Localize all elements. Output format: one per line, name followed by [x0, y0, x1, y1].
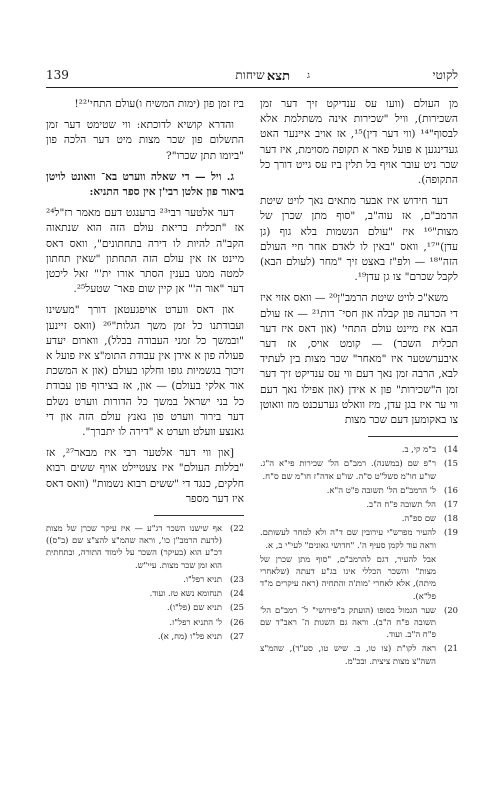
right-column — [260, 97, 458, 669]
footnote: 27) תניא פל"ו (מח, א). — [157, 630, 244, 641]
footnote: 22) אף שישנו השכר דג"ע — איז עיקר שכרן של מצות (לדעת הרמב"ן כו', וראה שהמ"צ להצ"צ שם (ב"ס)) דכ"ע הוא (בעיקר) השכר על לימוד התורה, ובתחתית הוא זמן שכר מצות. עיי"ש. — [46, 523, 244, 570]
footnote: 24) תנחומא נשא טז. ועוד. — [149, 588, 244, 599]
header-volume: ג — [307, 71, 310, 81]
header-section: שיחות — [235, 68, 265, 82]
footnote: 20) שער הגמול בסופו (הועתק ב"פירושי" ל־ רמב"ם הל' תשובה פ"ח ה"ב). וראה גם השגות ה־ ראב"ד שם פ"ח ה"ב. ועוד. — [260, 604, 458, 640]
paragraph: מן העולם (וועו עס ענדיקט זיך דער זמן השכירות), וויל "שכירות אינה משתלמת אלא לבסוף"¹⁴ (ווי דער דין)¹⁵, אז אויב איינער האט געדינגען א פועל פאר א תקופה מסוימת, איז דער שכר ניט עובר אויף בל תלין ביז עס גייט דורך כל התקופה). — [260, 98, 458, 187]
footnote: 18) שם ספ"ה. — [401, 513, 458, 524]
header-book-title: לקוטי — [432, 68, 458, 82]
footnotes — [260, 443, 458, 666]
left-column — [46, 97, 244, 644]
footnote: 23) תניא רפל"ו. — [183, 573, 244, 584]
paragraph: דער אלטער רבי²³ ברענגט דעם מאמר רז"ל²⁴ אז "תכלית בריאת עולם הזה הוא שנתאוה הקב"ה להיות לו דירה בתחתונים", וואס דאס מיינט אז אין עולם הזה התחתון "שאין תחתון למטה ממנו בענין הסתר אורו ית'" זאל ליכטן דער "אור ה'" אן קיין שום פאר־ שטעל²⁵. — [46, 207, 244, 296]
footnote: 15) ר"פ שם (במשנה). רמב"ם הל' שכירות פי"א ה"ג. שו"ע חו"מ סשל"ט ס"ה. שו"ע אדה"ז חו"מ שם ס"ח. — [260, 458, 458, 481]
footnote: 21) ראה לקו"ת (צו טו, ב. שיש טו, סע"ד), שהמ"צ השה"צ מצות ציצית. ובכ"מ. — [260, 643, 458, 666]
footnote-rule — [368, 436, 458, 437]
header-rule — [46, 87, 458, 88]
footnote: 14) ב"מ קי, ב. — [401, 444, 458, 455]
header-parsha: תצא — [266, 69, 290, 84]
paragraph: והדרא קושיא לדוכתא: ווי שטימט דער זמן התשלום פון שכר מצות מיט דער הלכה פון "ביומו תתן שכרו"? — [46, 119, 244, 162]
footnotes — [46, 522, 244, 642]
footnote: 19) להעיר מפרש"י עירובין שם ד"ה ולא למחר לעשותם. וראה עוד לקמן סעיף ה'. "חדושי גאונים" לעי"י ב, א. — [260, 527, 458, 550]
page-header — [46, 68, 458, 86]
footnote-rule — [154, 515, 244, 516]
section-heading: ג. ויל — די שאלה ווערט בא־ וואונט לויטן ביאור פון אלטן רבי'ן אין ספר התניא: — [46, 170, 244, 199]
page-number: 139 — [46, 68, 69, 82]
paragraph: משא"כ לויט שיטת הרמב"ן²⁰ — וואס אזוי איז די הכרעה פון קבלה און חסי־ דות²¹ — אז עולם הבא איז מיינט עולם התחי' (און דאס איז דער תכלית השכר) — קומט אויס, אז דער איבערשטער איז "מאחר" שכר מצות בין לעתיד לבא, הרבה זמן נאך דעם ווי עס ענדיקט זיך דער זמן ה"שכירות" פון א אידן (און אפילו נאך דעם ווי ער איז בגן עדן, מיז וואלט גערעכנט מוז וואוטן צו באקומען דעם שכר מצות — [260, 292, 459, 427]
footnote: אבל להעיר, דגם להרמב"ם, "סוף מתן שכרן של מצות" והשכר הכללי אינו בג"ע דעתה (שלאחרי מיתה), אלא לאחרי 'מות'ה והתחיה (ראה עיקרים מ"ד פל"א). — [260, 553, 436, 601]
paragraph: דער חידוש איז אבער מתאים נאך לויט שיטת הרמב"ם, אז עוה"ב, "סוף מתן שכרן של מצות"¹⁶ איז "עולם הנשמות בלא גוף (גן עדן)"¹⁷, וואס "באין לו לאדם אחר חיי העולם הזה"¹⁸ — ולפ"ז באצט זיך "מחר (לעולם הבא) לקבל שכרם" צו גן עדן¹⁹. — [260, 195, 458, 284]
paragraph: און דאס ווערט אויפגעטאן דורך "מעשינו ועבודתנו כל זמן משך הגלות"²⁶ (וואס זיינען "ובמשך כל זמני העבודה בכלל), ווארום יעדע פעולה פון א אידן אין עבודת התומ"צ איז פועל א זיכוך בגשמיות גופו וחלקו בעולם (און א המשכת אור אלקי בעולם) — און, אז בצירוף פון עבודת כל בני ישראל במשך כל הדורות ווערט נשלם דער בירור ווערט פון גאנץ עולם הזה און די גאנצע וועלט ווערט א "דירה לו יתברך". — [46, 304, 244, 439]
footnote: 25) תניא שם (פל"ו). — [166, 602, 244, 613]
paragraph: [און ווי דער אלטער רבי איז מבאר²⁷, אז "בללות העולם" איז צעטיילט אויף ששים רבוא חלקים, כנגד די "ששים רבוא נשמות" (וואס דאס איז דער מספר — [46, 447, 244, 505]
footnote: 26) ל' התניא רפל"ז. — [169, 616, 244, 627]
paragraph: ביז זמן פון (ימות המשיח ו)עולם התחי'²²! — [74, 98, 244, 110]
footnote: 17) הל' תשובה פ"ח ה"ב. — [366, 499, 458, 510]
footnote: 16) ל' הרמב"ם הל' תשובה פ"ט ה"א. — [326, 484, 458, 495]
